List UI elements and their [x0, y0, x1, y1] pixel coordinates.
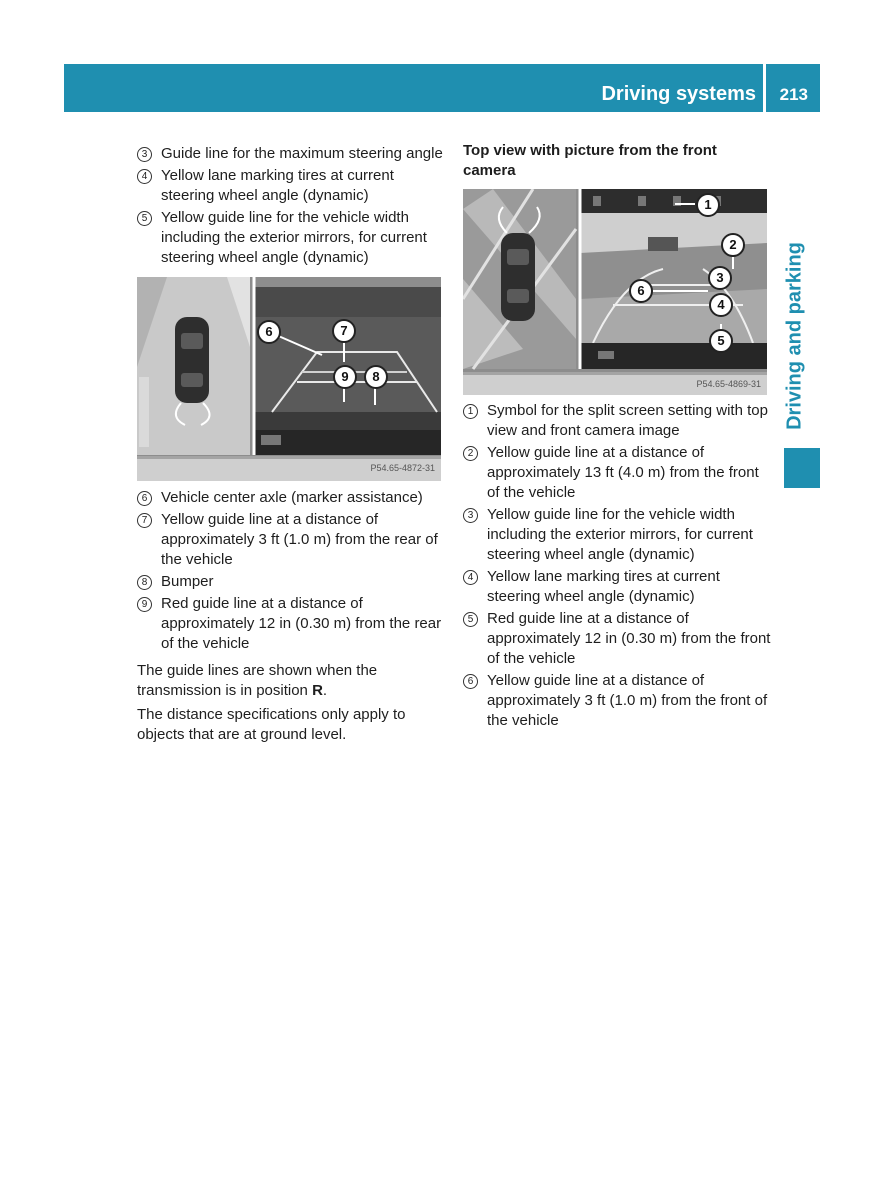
callout-5: 5	[709, 329, 733, 353]
chapter-tab-marker	[784, 448, 820, 488]
front-camera-figure	[463, 189, 767, 395]
legend-text: Red guide line at a distance of approximately 12 in (0.30 m) from the rear of the vehicle	[161, 595, 442, 652]
legend-item	[463, 401, 771, 441]
callout-1: 1	[696, 193, 720, 217]
callout-4: 4	[709, 293, 733, 317]
section-title: Driving systems	[601, 83, 756, 105]
callout-9: 9	[333, 365, 357, 389]
chapter-tab-label: Driving and parking	[783, 242, 806, 430]
figure-code: P54.65-4872-31	[370, 463, 435, 473]
front-camera-image	[463, 189, 767, 395]
legend-item	[463, 609, 771, 669]
callout-3: 3	[708, 266, 732, 290]
legend-text: Yellow guide line at a distance of approximately 13 ft (4.0 m) from the front of the vehicle	[487, 444, 759, 501]
circled-number: 3	[137, 147, 152, 162]
callout-6: 6	[629, 279, 653, 303]
guide-lines-end: .	[322, 682, 328, 699]
legend-item	[463, 567, 771, 607]
callout-7: 7	[332, 319, 356, 343]
rear-camera-figure	[137, 277, 441, 481]
circled-number: 7	[137, 513, 152, 528]
legend-text: Guide line for the maximum steering angle	[161, 145, 443, 162]
circled-number: 4	[463, 570, 478, 585]
circled-number: 3	[463, 508, 478, 523]
car-icon	[175, 317, 209, 403]
circled-number: 6	[137, 491, 152, 506]
legend-list-bottom	[137, 488, 445, 656]
figure-caption-band	[463, 372, 767, 395]
legend-item	[463, 505, 771, 565]
legend-text: Yellow lane marking tires at current steering wheel angle (dynamic)	[487, 568, 720, 605]
circled-number: 5	[137, 211, 152, 226]
legend-text: Red guide line at a distance of approximately 12 in (0.30 m) from the front of the vehicle	[487, 610, 771, 667]
circled-number: 2	[463, 446, 478, 461]
legend-text: Yellow guide line for the vehicle width including the exterior mirrors, for current steering wheel angle (dynamic)	[161, 209, 427, 266]
rear-camera-image	[137, 277, 441, 481]
circled-number: 1	[463, 404, 478, 419]
chapter-tab	[771, 222, 820, 450]
figure-code: P54.65-4869-31	[696, 379, 761, 389]
guide-lines-paragraph	[137, 661, 437, 701]
legend-text: Yellow guide line at a distance of approximately 3 ft (1.0 m) from the rear of the vehicle	[161, 511, 438, 568]
circled-number: 6	[463, 674, 478, 689]
legend-item	[137, 594, 445, 654]
legend-text: Yellow guide line for the vehicle width including the exterior mirrors, for current steering wheel angle (dynamic)	[487, 506, 753, 563]
circled-number: 5	[463, 612, 478, 627]
page-number: 213	[779, 85, 808, 104]
legend-item	[137, 166, 445, 206]
gear-position: R	[312, 682, 323, 699]
page-header	[64, 64, 820, 112]
legend-item	[137, 510, 445, 570]
callout-2: 2	[721, 233, 745, 257]
legend-list-right	[463, 401, 771, 733]
header-divider	[763, 64, 766, 112]
circled-number: 8	[137, 575, 152, 590]
car-icon	[501, 233, 535, 321]
figure-caption-band	[137, 456, 441, 481]
guide-lines-text: The guide lines are shown when the transmission is in position	[137, 662, 378, 699]
legend-item	[137, 488, 445, 508]
callout-6: 6	[257, 320, 281, 344]
legend-text: Yellow guide line at a distance of approximately 3 ft (1.0 m) from the front of the vehicle	[487, 672, 768, 729]
legend-item	[137, 208, 445, 268]
legend-text: Yellow lane marking tires at current steering wheel angle (dynamic)	[161, 167, 394, 204]
legend-item	[137, 144, 445, 164]
legend-item	[463, 443, 771, 503]
circled-number: 9	[137, 597, 152, 612]
legend-list-top	[137, 144, 445, 270]
subsection-heading: Top view with picture from the front camera	[463, 142, 717, 179]
distance-paragraph: The distance specifications only apply to objects that are at ground level.	[137, 706, 406, 743]
legend-text: Bumper	[161, 573, 214, 590]
legend-text: Vehicle center axle (marker assistance)	[161, 489, 423, 506]
legend-item	[463, 671, 771, 731]
circled-number: 4	[137, 169, 152, 184]
legend-item	[137, 572, 445, 592]
callout-8: 8	[364, 365, 388, 389]
legend-text: Symbol for the split screen setting with top view and front camera image	[487, 402, 768, 439]
